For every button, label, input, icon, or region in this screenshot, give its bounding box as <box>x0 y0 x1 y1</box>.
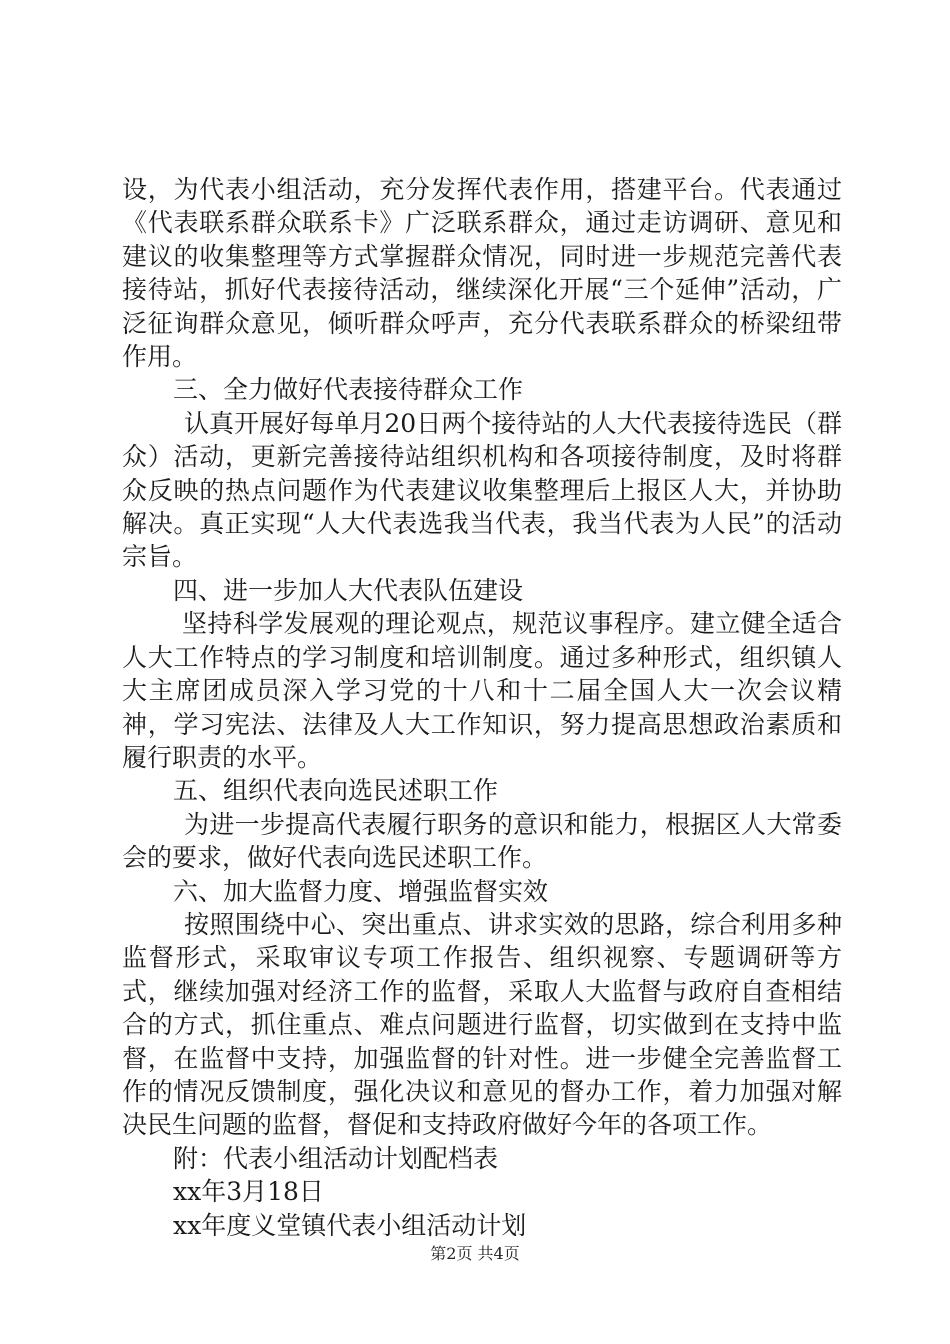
page-footer <box>0 1241 950 1264</box>
paragraph-section-4: 坚持科学发展观的理论观点，规范议事程序。建立健全适合人大工作特点的学习制度和培训制度。通过多种形式，组织镇人大主席团成员深入学习党的十八和十二届全国人大一次会议精神，学习宪法、法律及人大工作知识，努力提高思想政治素质和履行职责的水平。 <box>122 609 842 772</box>
date-line: xx年3月18日 <box>173 1177 324 1207</box>
paragraph-body-continuation: 设，为代表小组活动，充分发挥代表作用，搭建平台。代表通过《代表联系群众联系卡》广泛联系群众，通过走访调研、意见和建议的收集整理等方式掌握群众情况，同时进一步规范完善代表接待站，抓好代表接待活动，继续深化开展“三个延伸”活动，广泛征询群众意见，倾听群众呼声，充分代表联系群众的桥梁纽带作用。 <box>122 175 842 372</box>
plan-title-line: xx年度义堂镇代表小组活动计划 <box>173 1210 527 1240</box>
paragraph-section-6: 按照围绕中心、突出重点、讲求实效的思路，综合利用多种监督形式，采取审议专项工作报告、组织视察、专题调研等方式，继续加强对经济工作的监督，采取人大监督与政府自查相结合的方式，抓住重点、难点问题进行监督，切实做到在支持中监督，在监督中支持，加强监督的针对性。进一步健全完善监督工作的情况反馈制度，强化决议和意见的督办工作，着力加强对解决民生问题的监督，督促和支持政府做好今年的各项工作。 <box>122 909 842 1140</box>
paragraph-section-5: 为进一步提高代表履行职务的意识和能力，根据区人大常委会的要求，做好代表向选民述职工作。 <box>122 809 842 873</box>
page-number-label: 第2页 共4页 <box>430 1244 520 1263</box>
attachment-line: 附：代表小组活动计划配档表 <box>173 1143 499 1173</box>
section-heading-6: 六、加大监督力度、增强监督实效 <box>173 876 549 906</box>
section-heading-3: 三、全力做好代表接待群众工作 <box>173 375 524 405</box>
paragraph-section-3: 认真开展好每单月20日两个接待站的人大代表接待选民（群众）活动，更新完善接待站组织机构和各项接待制度，及时将群众反映的热点问题作为代表建议收集整理后上报区人大，并协助解决。真正实现“人大代表选我当代表，我当代表为人民”的活动宗旨。 <box>122 408 842 572</box>
section-heading-5: 五、组织代表向选民述职工作 <box>173 776 499 806</box>
section-heading-4: 四、进一步加人大代表队伍建设 <box>173 575 524 605</box>
document-body <box>122 173 842 1242</box>
